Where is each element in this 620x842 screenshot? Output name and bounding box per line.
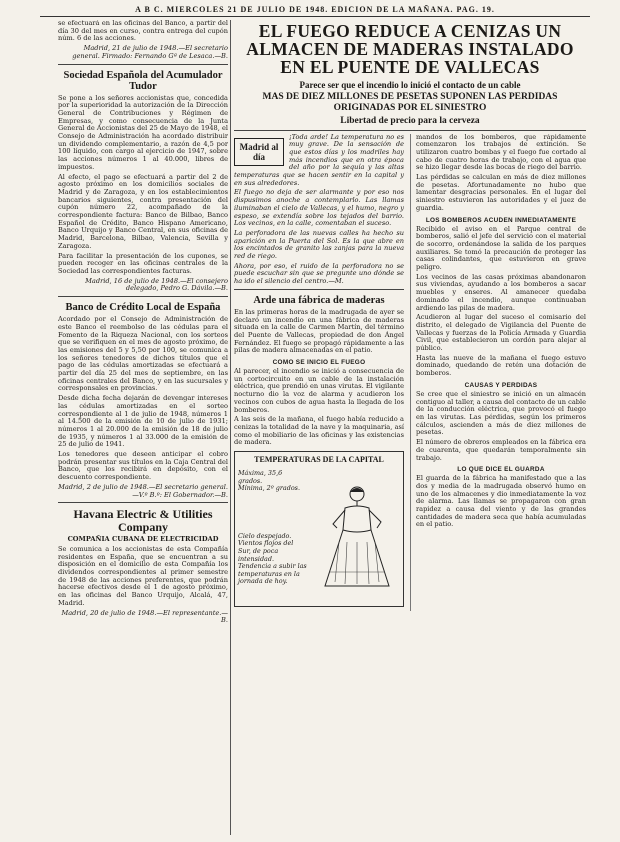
intro-paragraph: se efectuará en las oficinas del Banco, a partir del día 30 del mes en curso, contra entrega del cupón núm. 6 de las acciones. <box>58 20 228 43</box>
temperature-note: Cielo despejado. Vientos flojos del Sur, de poca intensidad. Tendencia a subir las temperaturas en la jornada de hoy. <box>238 531 307 586</box>
havana-paragraph: Se comunica a los accionistas de esta Compañía residentes en España, que se encuentran a su disposición en el domicilio de esta Compañía los dividendos correspondientes al primer semestre de 1948 de las acciones preferentes, que podrán hacerse efectivos desde el 1 de agosto próximo, en las oficinas del Banco Urquijo, Alcalá, 47, Madrid. <box>58 544 228 607</box>
temperature-max: Máxima, 35,6 grados. <box>238 469 283 485</box>
causas-paragraph: El número de obreros empleados en la fábrica era de cuarenta, que quedarán temporalmente sin trabajo. <box>416 438 586 462</box>
bomberos-paragraph: Los vecinos de las casas próximas abandonaron sus viviendas, ayudando a los bomberos a sacar muebles y enseres. Al amanecer quedaba dominado el incendio, aunque continuaban ardiendo las pilas de madera. <box>416 272 586 312</box>
tudor-signature: Madrid, 16 de julio de 1948.—El consejero delegado, Pedro G. Dávila.—B. <box>85 276 228 293</box>
article-columns <box>234 134 586 612</box>
bomberos-paragraph: Recibido el aviso en el Parque central de bomberos, salió el jefe del servicio con el material de socorro, ordenándose la salida de los parques auxiliares. Se tomó la precaución de proteger las casas colindantes, que estuvieron en grave peligro. <box>416 224 586 272</box>
havana-signature: Madrid, 20 de julio de 1948.—El representante.—B. <box>61 608 228 625</box>
credito-paragraph: Acordado por el Consejo de Administración de este Banco el reembolso de las cédulas para el Fomento de la Riqueza Nacional, con los sorteos que se verifiquen en el mes de agosto próximo, de las emisiones del 5 y 5,50 por 100, se comunica a los señores tenedores de dichos títulos que el pago de las cédulas amortizadas se efectuará a partir del día 25 del mes de septiembre, en las oficinas centrales del Banco, y en las sucursales y corresponsales en provincias. <box>58 315 228 393</box>
madrid-al-dia-box: Madrid al día <box>234 138 284 166</box>
divider <box>58 64 228 65</box>
deck-millones: MAS DE DIEZ MILLONES DE PESETAS SUPONEN LAS PERDIDAS ORIGINADAS POR EL SINIESTRO <box>262 92 558 113</box>
arde-paragraph: En las primeras horas de la madrugada de ayer se declaró un incendio en una fábrica de maderas situada en la calle de Carmen Martín, del término del Puente de Vallecas, propiedad de don Ángel Fernández. El fuego se propagó rápidamente a las pilas de madera almacenadas en el patio. <box>234 307 404 355</box>
como-inicio-subhead: COMO SE INICIO EL FUEGO <box>272 359 366 367</box>
temperature-title: TEMPERATURAS DE LA CAPITAL <box>254 455 384 465</box>
temperature-min: Mínima, 2º grados. <box>238 484 300 493</box>
deck-cable: Parece ser que el incendio lo inició el contacto de un cable <box>299 80 521 90</box>
article-col-b <box>410 134 586 612</box>
havana-title: Havana Electric & Utilities Company <box>73 507 213 534</box>
bomberos-subhead: LOS BOMBEROS ACUDEN INMEDIATAMENTE <box>425 216 577 224</box>
madrid-paragraph: El fuego no deja de ser alarmante y por eso nos dispusimos anoche a contemplarlo. Las llamas iluminaban el cielo de Vallecas, y el humo, negro y espeso, se extendía sobre los tejados del barrio. Los vecinos, en la calle, comentaban el suceso. <box>234 188 404 228</box>
guarda-subhead: LO QUE DICE EL GUARDA <box>457 466 545 474</box>
credito-local-title: Banco de Crédito Local de España <box>65 302 221 314</box>
credito-paragraph: Desde dicha fecha dejarán de devengar intereses las cédulas amortizadas en el sorteo correspondiente al 1 de julio de 1948, números 1 al 14.500 de la emisión de 10 de julio de 1931; números 1 al 20.000 de la emisión de 18 de julio de 1935, y números 1 al 33.000 de la emisión de 25 de julio de 1941. <box>58 394 228 449</box>
fire-paragraph: Las pérdidas se calculan en más de diez millones de pesetas. Afortunadamente no hubo que lamentar desgracias personales. En el lugar del siniestro estuvieron las autoridades y el juez de guardia. <box>416 173 586 212</box>
causas-subhead: CAUSAS Y PERDIDAS <box>464 381 538 389</box>
main-headline: EL FUEGO REDUCE A CENIZAS UN ALMACEN DE MADERAS INSTALADO EN EL PUENTE DE VALLECAS <box>246 21 574 77</box>
left-column <box>58 20 228 835</box>
tudor-paragraph: Se pone a los señores accionistas que, concedida por la superioridad la autorización de la Dirección General de Contribuciones y Régimen de Empresas, y como consecuencia de la Junta General de Accionistas del 25 de Mayo de 1948, el Consejo de Administración ha acordado distribuir un dividendo complementario, a razón de 4,5 por 100 líquido, con cargo al ejercicio de 1947, sobre las acciones números 1 al 40.000, libres de impuestos. <box>58 93 228 171</box>
right-column <box>234 20 586 835</box>
divider <box>58 296 228 297</box>
guarda-paragraph: El guarda de la fábrica ha manifestado que a las dos y media de la madrugada observó humo en uno de los almacenes y dio inmediatamente la voz de alarma. Las llamas se propagaron con gran rapidez a causa del viento y de las grandes cantidades de madera seca que había acumuladas en el patio. <box>416 474 586 529</box>
havana-subtitle: COMPAÑIA CUBANA DE ELECTRICIDAD <box>67 535 219 544</box>
arde-paragraph: Al parecer, el incendio se inició a consecuencia de un cortocircuito en un cable de la instalación eléctrica, que prendió en unas virutas. El vigilante nocturno dio la voz de alarma y acudieron los vecinos con cubos de agua hasta la llegada de los bomberos. <box>234 367 404 414</box>
madrid-paragraph: ¡Toda arde! La temperatura no es muy grave. De la sensación de que estos días y los madriles hay más incendios que en otra época del año por la sequía y las altas temperaturas que se hacen sentir en la capital y en sus alrededores. <box>234 133 404 187</box>
tudor-paragraph: Al efecto, el pago se efectuará a partir del 2 de agosto próximo en los domicilios sociales de Madrid y de Zaragoza, y en los establecimientos bancarios siguientes, contra presentación del cupón número 22, acompañado de la correspondiente factura: Banco de Bilbao, Banco Español de Crédito, Banco Hispano Americano, Banco Urquijo y Banco Central, en sus oficinas de Madrid, Barcelona, Bilbao, Valencia, Sevilla y Zaragoza. <box>58 172 228 250</box>
column-rule <box>230 20 231 835</box>
divider <box>234 130 586 131</box>
temperature-box <box>234 451 404 607</box>
madrid-paragraph: La perforadora de las nuevas calles ha hecho su aparición en la Puerta del Sol. Es la que abre en los encintados de granito las zanjas para la nueva red de riego. <box>234 228 404 261</box>
credito-signature: Madrid, 2 de julio de 1948.—El secretario general.—V.º B.º: El Gobernador.—B. <box>58 482 228 499</box>
intro-signature: Madrid, 21 de julio de 1948.—El secretario general. Firmado: Fernando Gª de Lesaca.—B. <box>72 44 228 60</box>
divider <box>234 289 404 290</box>
causas-paragraph: Se cree que el siniestro se inició en un almacén contiguo al taller, a causa del contacto de un cable de la conducción eléctrica, que provocó el fuego en las virutas. Las pérdidas, según los primeros cálculos, ascienden a más de diez millones de pesetas. <box>416 389 586 437</box>
bomberos-paragraph: Acudieron al lugar del suceso el comisario del distrito, el delegado de Vigilancia del Puente de Vallecas y fuerzas de la Policía Armada y Guardia Civil, que establecieron un cordón para alejar al público. <box>416 313 586 353</box>
arde-paragraph: A las seis de la mañana, el fuego había reducido a cenizas la totalidad de la nave y la maquinaria, así como el mobiliario de las oficinas y las existencias de madera. <box>234 415 404 447</box>
article-col-a <box>234 134 404 612</box>
woman-figure-illustration <box>315 482 399 594</box>
tudor-title: Sociedad Española del Acumulador Tudor <box>63 69 223 92</box>
bomberos-paragraph: Hasta las nueve de la mañana el fuego estuvo dominado, quedando de retén una dotación de bomberos. <box>416 353 586 378</box>
fire-paragraph: mandos de los bomberos, que rápidamente comenzaron los trabajos de extinción. Se utilizaron cuatro bombas y el fuego fue cortado al cabo de cuatro horas de trabajo, con el agua que se hizo llegar desde las bocas de riego del barrio. <box>416 133 586 172</box>
running-head: A B C. MIERCOLES 21 DE JULIO DE 1948. EDICION DE LA MAÑANA. PAG. 19. <box>40 4 590 17</box>
divider <box>58 502 228 503</box>
tudor-paragraph: Para facilitar la presentación de los cupones, se pueden recoger en las oficinas centrales de la Sociedad las correspondientes facturas. <box>58 251 228 275</box>
arde-title: Arde una fábrica de maderas <box>253 294 385 306</box>
deck-cerveza: Libertad de precio para la cerveza <box>340 116 480 126</box>
credito-paragraph: Los tenedores que deseen anticipar el cobro podrán presentar sus títulos en la Caja Central del Banco, que los recibirá en depósito, con el descuento correspondiente. <box>58 450 228 482</box>
madrid-paragraph: Ahora, por eso, el ruido de la perforadora no se puede escuchar sin que se pregunte uno dónde se ha ido el silencio del centro.—M. <box>234 261 404 286</box>
